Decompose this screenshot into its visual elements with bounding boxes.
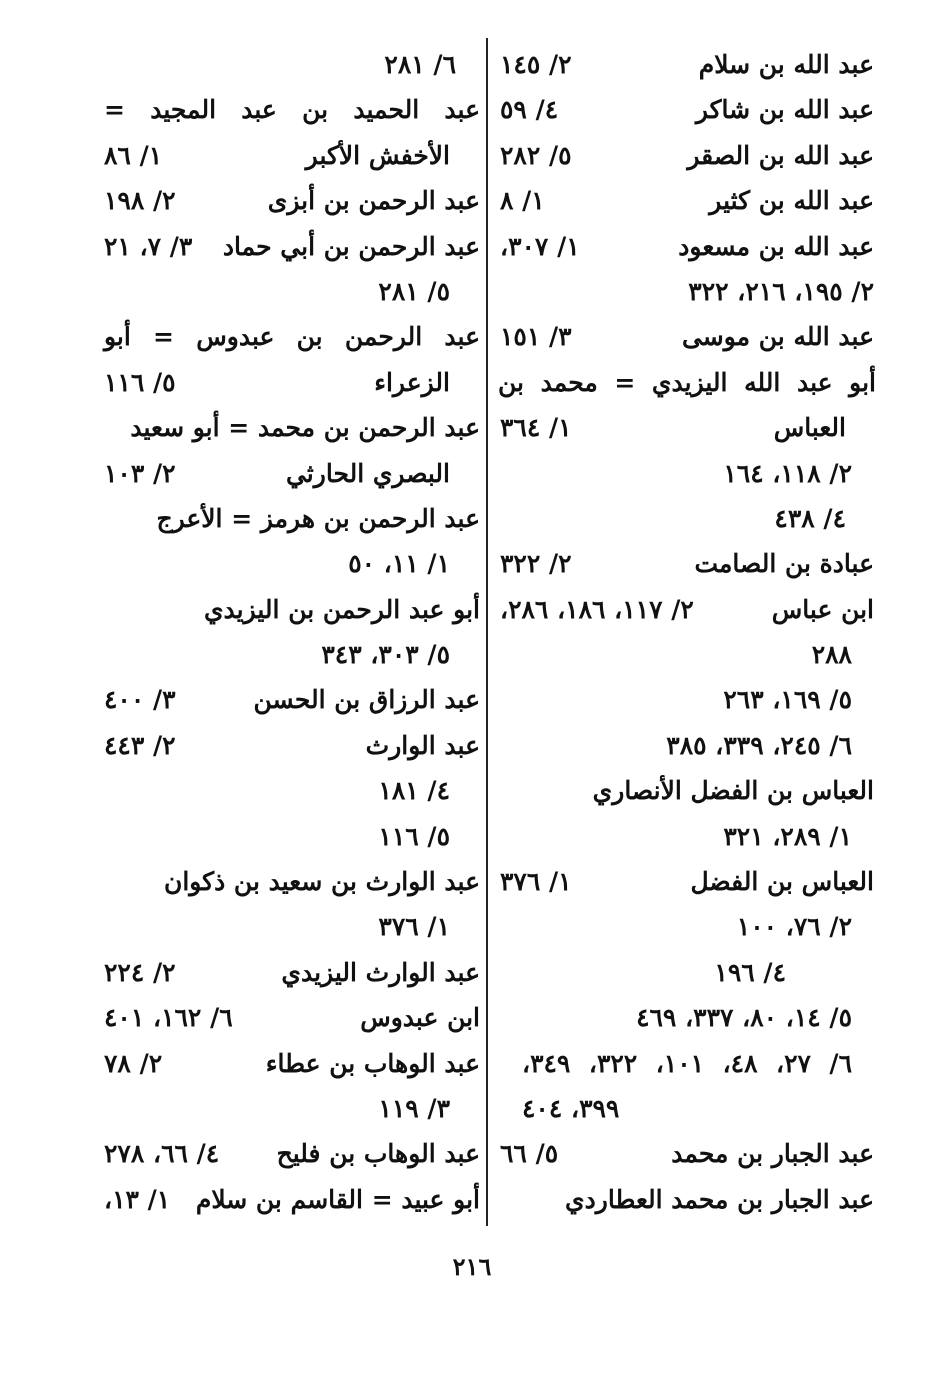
- index-entry-line: [104, 405, 480, 450]
- index-entry-line: [104, 360, 480, 405]
- index-entry-line: [498, 87, 876, 132]
- entry-references: ٥/ ٢٨١: [378, 276, 450, 306]
- index-entry-line: [104, 995, 480, 1040]
- entry-references: ٦/ ٢٧، ٤٨، ١٠١، ٣٢٢، ٣٤٩، ٣٩٩، ٤٠٤: [522, 1048, 852, 1123]
- page-number: ٢١٦: [452, 1252, 492, 1281]
- entry-name: عبد الرزاق بن الحسن: [253, 685, 480, 715]
- entry-references: ٥/ ١١٦: [378, 821, 450, 851]
- entry-name: أبو عبد الله اليزيدي = محمد بن: [498, 367, 876, 397]
- index-entry-line: [104, 269, 480, 314]
- column-divider: [486, 38, 488, 1226]
- index-entry-line: [104, 541, 480, 586]
- index-entry-line: [104, 587, 480, 632]
- entry-name: عبد الوهاب بن عطاء: [265, 1048, 480, 1078]
- index-entry-line: [104, 224, 480, 269]
- index-entry-line: [104, 1041, 480, 1086]
- index-entry-line: [104, 950, 480, 995]
- index-entry-line: [104, 87, 480, 132]
- entry-name: عبد الله بن مسعود: [678, 231, 874, 261]
- entry-name: عبد الجبار بن محمد: [671, 1139, 874, 1169]
- index-entry-line: [498, 950, 876, 995]
- entry-references: ١/ ٣٦٤: [500, 413, 572, 443]
- index-entry-line: [498, 1177, 876, 1222]
- entry-references: ٢/ ١١٧، ١٨٦، ٢٨٦،: [500, 594, 694, 624]
- entry-name: أبو عبيد = القاسم بن سلام: [195, 1184, 480, 1214]
- entry-references: ١/ ٣٧٦: [378, 912, 450, 942]
- entry-name: عبد الله بن موسى: [681, 322, 874, 352]
- entry-references: ٤/ ١٩٦: [714, 957, 786, 987]
- index-entry-line: [104, 451, 480, 496]
- index-entry-line: [498, 1041, 876, 1123]
- index-entry-line: [498, 360, 876, 405]
- entry-name: عبد الله بن كثير: [709, 186, 874, 216]
- index-entry-line: [104, 723, 480, 768]
- entry-name: عبد الوهاب بن فليح: [276, 1139, 480, 1169]
- index-entry-line: [104, 133, 480, 178]
- entry-name: عبد الرحمن بن أبزى: [267, 186, 480, 216]
- entry-references: ٢/ ١٤٥: [500, 50, 572, 79]
- index-entry-line: [498, 1131, 876, 1176]
- entry-name: عبد الله بن الصقر: [687, 140, 874, 170]
- index-entry-line: [104, 859, 480, 904]
- entry-name: عبد الله بن سلام: [698, 50, 874, 79]
- entry-references: ٣/ ٤٠٠: [104, 685, 176, 715]
- entry-references: ٢/ ٣٢٢: [500, 549, 572, 579]
- index-entry-line: [104, 314, 480, 359]
- entry-name: العباس: [773, 413, 846, 443]
- entry-name: عبد الوارث اليزيدي: [281, 957, 480, 987]
- entry-name: العباس بن الفضل الأنصاري: [592, 776, 874, 806]
- entry-references: ٤/ ٥٩: [500, 95, 559, 125]
- entry-references: ٤/ ٤٣٨: [774, 503, 846, 533]
- entry-references: ٣/ ١١٩: [378, 1093, 450, 1123]
- index-entry-line: [104, 814, 480, 859]
- entry-references: ٦/ ١٦٢، ٤٠١: [104, 1003, 233, 1033]
- index-entry-line: [104, 632, 480, 677]
- entry-references: ٢/ ٤٤٣: [104, 730, 176, 760]
- entry-references: ١/ ١١، ٥٠: [348, 549, 450, 579]
- index-entry-line: [498, 677, 876, 722]
- entry-references: ٥/ ٣٠٣، ٣٤٣: [321, 640, 450, 670]
- entry-references: ٢/ ١٠٣: [104, 458, 176, 488]
- index-entry-line: [498, 768, 876, 813]
- entry-references: ٣/ ١٥١: [500, 322, 572, 352]
- entry-references: ٢٨٨: [811, 640, 852, 670]
- index-entry-line: [498, 995, 876, 1040]
- entry-name: عبد الجبار بن محمد العطاردي: [565, 1184, 874, 1214]
- entry-name: عبد الوارث: [365, 730, 480, 760]
- entry-references: ١/ ٨٦: [104, 140, 163, 170]
- index-entry-line: [498, 405, 876, 450]
- index-entry-line: [498, 224, 876, 269]
- entry-references: ٢/ ١١٨، ١٦٤: [723, 458, 852, 488]
- entry-name: عبد الرحمن بن هرمز = الأعرج: [156, 503, 480, 533]
- entry-name: عبد الحميد بن عبد المجيد =: [104, 95, 480, 125]
- entry-name: أبو عبد الرحمن بن اليزيدي: [203, 594, 480, 624]
- entry-name: عبد الوارث بن سعيد بن ذكوان: [163, 867, 480, 897]
- entry-references: ٥/ ١٤، ٨٠، ٣٣٧، ٤٦٩: [636, 1003, 852, 1033]
- entry-references: ٢/ ٧٦، ١٠٠: [736, 912, 852, 942]
- index-entry-line: [104, 42, 480, 87]
- entry-references: ٦/ ٢٨١: [384, 50, 456, 79]
- entry-references: ١/ ٣٠٧،: [500, 231, 580, 261]
- index-entry-line: [498, 451, 876, 496]
- index-entry-line: [498, 904, 876, 949]
- entry-references: ٣/ ٧، ٢١: [104, 231, 193, 261]
- entry-references: ٢/ ١٩٥، ٢١٦، ٣٢٢: [688, 276, 874, 306]
- entry-references: ٢/ ١٩٨: [104, 186, 176, 216]
- index-entry-line: [104, 904, 480, 949]
- index-entry-line: [498, 496, 876, 541]
- index-entry-line: [498, 178, 876, 223]
- entry-name: ابن عباس: [771, 594, 874, 624]
- index-entry-line: [104, 768, 480, 813]
- index-entry-line: [498, 541, 876, 586]
- entry-references: ١/ ٨: [500, 186, 545, 216]
- entry-references: ٥/ ١١٦: [104, 367, 176, 397]
- entry-references: ١/ ٢٨٩، ٣٢١: [723, 821, 852, 851]
- index-entry-line: [498, 314, 876, 359]
- entry-references: ٤/ ٦٦، ٢٧٨: [104, 1139, 220, 1169]
- entry-name: الزعراء: [374, 367, 450, 397]
- entry-references: ١/ ١٣،: [104, 1184, 171, 1214]
- entry-name: عبد الله بن شاكر: [695, 95, 874, 125]
- entry-name: الأخفش الأكبر: [305, 140, 450, 170]
- index-entry-line: [104, 178, 480, 223]
- index-entry-line: [498, 269, 876, 314]
- entry-references: ٤/ ١٨١: [378, 776, 450, 806]
- index-entry-line: [104, 496, 480, 541]
- index-entry-line: [498, 133, 876, 178]
- index-entry-line: [498, 632, 876, 677]
- index-entry-line: [498, 587, 876, 632]
- index-entry-line: [104, 1086, 480, 1131]
- entry-references: ٦/ ٢٤٥، ٣٣٩، ٣٨٥: [666, 730, 852, 760]
- index-entry-line: [104, 1177, 480, 1222]
- entry-references: ٢/ ٧٨: [104, 1048, 163, 1078]
- index-entry-line: [498, 1086, 876, 1131]
- entry-references: ٥/ ٦٦: [500, 1139, 559, 1169]
- entry-references: ٥/ ٢٨٢: [500, 140, 572, 170]
- index-entry-line: [498, 859, 876, 904]
- entry-name: عبد الرحمن بن أبي حماد: [222, 231, 480, 261]
- index-entry-line: [498, 42, 876, 87]
- index-entry-line: [104, 677, 480, 722]
- entry-name: العباس بن الفضل: [690, 867, 874, 897]
- left-column: [104, 42, 480, 1222]
- entry-references: ٥/ ١٦٩، ٢٦٣: [723, 685, 852, 715]
- entry-name: عبادة بن الصامت: [694, 549, 874, 579]
- entry-references: ٢/ ٢٢٤: [104, 957, 176, 987]
- index-entry-line: [498, 723, 876, 768]
- entry-name: عبد الرحمن بن عبدوس = أبو: [104, 322, 480, 352]
- entry-name: عبد الرحمن بن محمد = أبو سعيد: [130, 413, 480, 443]
- index-entry-line: [104, 1131, 480, 1176]
- index-entry-line: [498, 814, 876, 859]
- entry-name: ابن عبدوس: [360, 1003, 480, 1033]
- entry-references: ١/ ٣٧٦: [500, 867, 572, 897]
- entry-name: البصري الحارثي: [285, 458, 450, 488]
- right-column: [498, 42, 876, 1222]
